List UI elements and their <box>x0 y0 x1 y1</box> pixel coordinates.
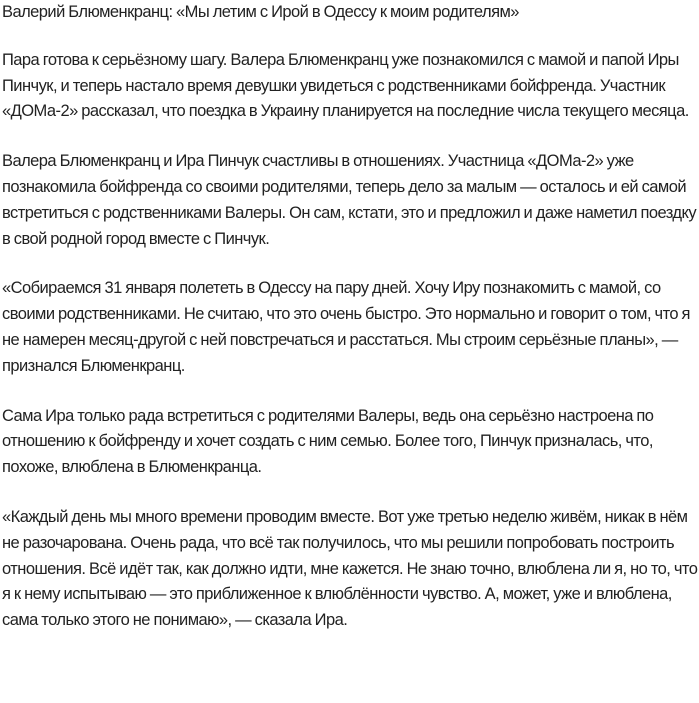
article-title: Валерий Блюменкранц: «Мы летим с Ирой в Одессу к моим родителям» <box>2 3 519 21</box>
article-paragraph-5-quote: «Каждый день мы много времени проводим вместе. Вот уже третью неделю живём, никак в нём не разочарована. Очень рада, что всё так получилось, что мы решили попробовать построить отношения. Всё идёт так, как должно идти, мне кажется. Не знаю точно, влюблена ли я, но то, что я к нему испытываю — это приближенное к влюблённости чувство. А, может, уже и влюблена, сама только этого не понимаю», — сказала Ира. <box>2 507 698 630</box>
article-paragraph-1: Пара готова к серьёзному шагу. Валера Блюменкранц уже познакомился с мамой и папой Иры Пинчук, и теперь настало время девушки увидеться с родственниками бойфренда. Участник «ДОМа-2» рассказал, что поездка в Украину планируется на последние числа текущего месяца. <box>2 50 689 121</box>
article-paragraph-4: Сама Ира только рада встретиться с родителями Валеры, ведь она серьёзно настроена по отношению к бойфренду и хочет создать с ним семью. Более того, Пинчук призналась, что, похоже, влюблена в Блюменкранца. <box>2 406 654 477</box>
article-paragraph-3-quote: «Собираемся 31 января полететь в Одессу на пару дней. Хочу Иру познакомить с мамой, со своими родственниками. Не считаю, что это очень быстро. Это нормально и говорит о том, что я не намерен месяц-другой с ней повстречаться и расстаться. Мы строим серьёзные планы», — признался Блюменкранц. <box>2 279 690 375</box>
article-paragraph-2: Валера Блюменкранц и Ира Пинчук счастливы в отношениях. Участница «ДОМа-2» уже познакомила бойфренда со своими родителями, теперь дело за малым — осталось и ей самой встретиться с родственниками Валеры. Он сам, кстати, это и предложил и даже наметил поездку в свой родной город вместе с Пинчук. <box>2 152 697 248</box>
